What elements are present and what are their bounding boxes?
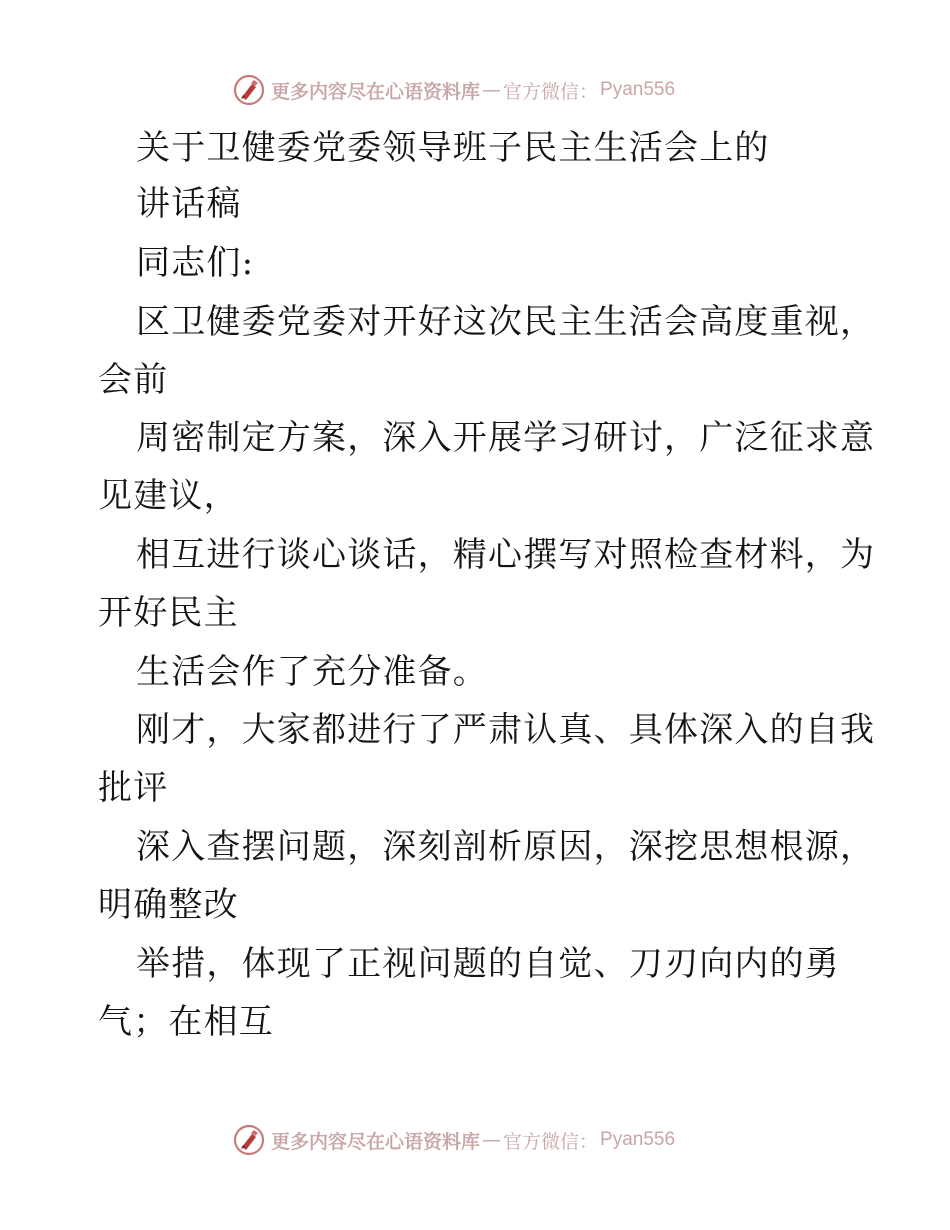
paragraph-line: 会前 <box>98 360 169 400</box>
header-dash: — <box>482 79 502 101</box>
header-brand-text: 更多内容尽在心语资料库 <box>271 80 481 103</box>
paragraph-line: 刚才，大家都进行了严肃认真、具体深入的自我 <box>136 710 876 750</box>
paragraph-line: 周密制定方案，深入开展学习研讨，广泛征求意 <box>136 418 876 458</box>
header-watermark <box>233 72 675 108</box>
paragraph-line: 深入查摆问题，深刻剖析原因，深挖思想根源， <box>136 827 876 867</box>
header-wechat-label: 官方微信： <box>503 80 599 103</box>
footer-wechat-label: 官方微信： <box>503 1130 599 1153</box>
paragraph-line: 区卫健委党委对开好这次民主生活会高度重视， <box>136 302 876 342</box>
footer-brand-text: 更多内容尽在心语资料库 <box>271 1130 481 1153</box>
title-line-1: 关于卫健委党委领导班子民主生活会上的 <box>136 128 770 168</box>
paragraph-line: 举措，体现了正视问题的自觉、刀刃向内的勇 <box>136 944 840 984</box>
title-line-2: 讲话稿 <box>136 184 242 224</box>
paragraph-line: 气；在相互 <box>98 1002 274 1042</box>
footer-wechat-id: Pyan556 <box>600 1129 676 1150</box>
paragraph-line: 批评 <box>98 768 169 808</box>
footer-dash: — <box>482 1129 502 1151</box>
paragraph-line: 明确整改 <box>98 885 239 925</box>
pen-nib-icon <box>233 1124 265 1156</box>
paragraph-line: 相互进行谈心谈话，精心撰写对照检查材料，为 <box>136 535 876 575</box>
header-wechat-id: Pyan556 <box>600 79 676 100</box>
pen-nib-icon <box>233 74 265 106</box>
salutation: 同志们: <box>136 243 255 283</box>
footer-watermark <box>233 1122 675 1158</box>
paragraph-line: 见建议， <box>98 476 239 516</box>
paragraph-line: 开好民主 <box>98 593 239 633</box>
paragraph-line: 生活会作了充分准备。 <box>136 652 488 692</box>
